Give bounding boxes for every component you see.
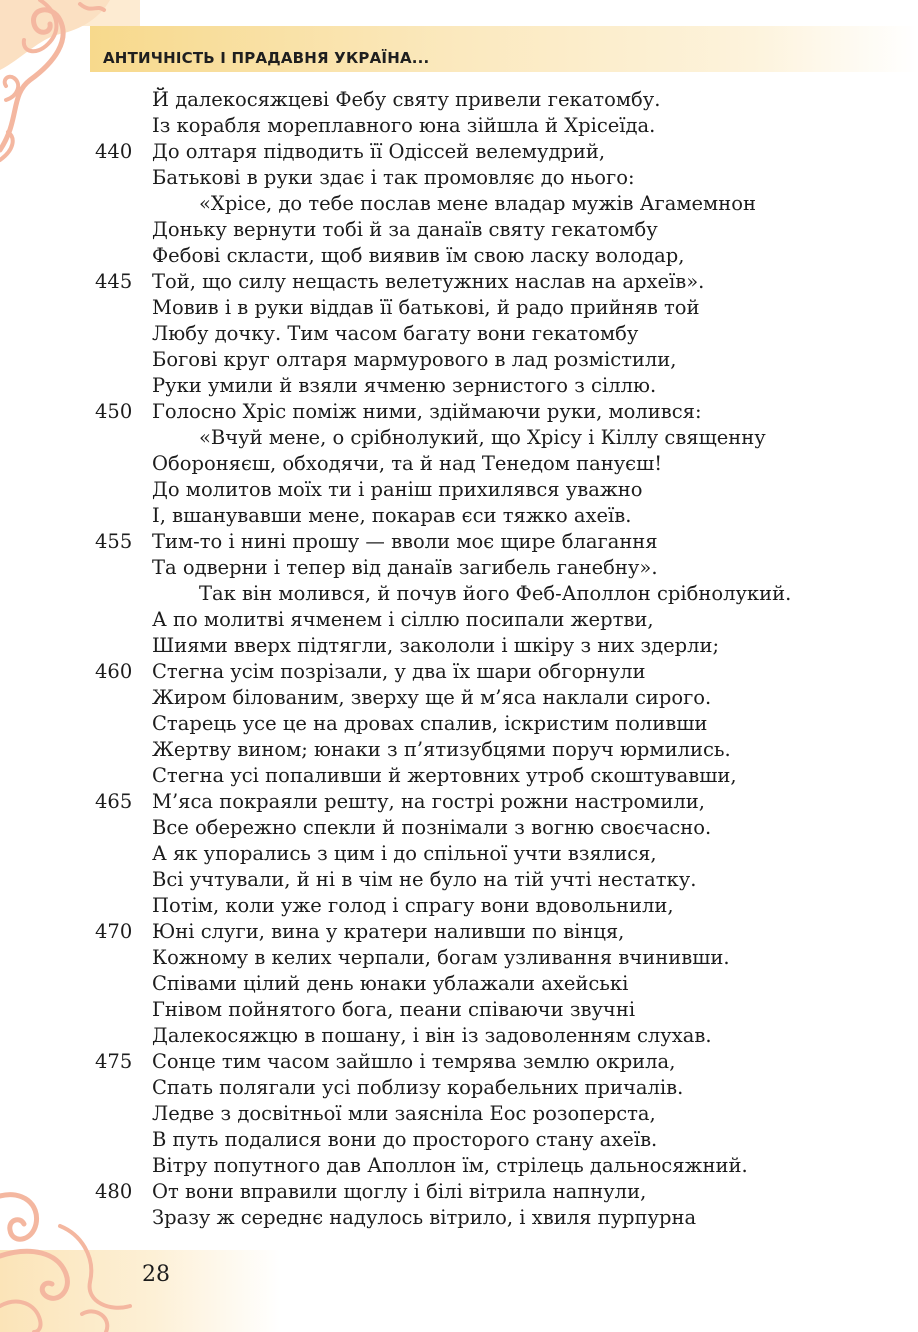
line-number: 455 xyxy=(95,530,133,553)
verse-text: Кожному в келих черпали, богам узливання вчинивши. xyxy=(152,946,730,969)
verse-line xyxy=(0,555,918,581)
verse-line xyxy=(0,1153,918,1179)
verse-line xyxy=(0,581,918,607)
verse-line xyxy=(0,1023,918,1049)
verse-line xyxy=(0,945,918,971)
verse-text: «Хрісе, до тебе послав мене владар мужів Агамемнон xyxy=(199,192,756,215)
verse-text: До молитов моїх ти і раніш прихилявся уважно xyxy=(152,478,643,501)
verse-text: Гнівом пойнятого бога, пеани співаючи звучні xyxy=(152,998,636,1021)
verse-text: От вони вправили щоглу і білі вітрила напнули, xyxy=(152,1180,647,1203)
line-number: 440 xyxy=(95,140,133,163)
verse-line xyxy=(0,503,918,529)
verse-line xyxy=(0,191,918,217)
verse-line xyxy=(0,165,918,191)
verse-text: А по молитві ячменем і сіллю посипали жертви, xyxy=(152,608,654,631)
verse-text: Богові круг олтаря мармурового в лад розмістили, xyxy=(152,348,677,371)
verse-text: Голосно Хріс поміж ними, здіймаючи руки, молився: xyxy=(152,400,702,423)
verse-text: Все обережно спекли й познімали з вогню своєчасно. xyxy=(152,816,712,839)
verse-line xyxy=(0,685,918,711)
verse-line xyxy=(0,711,918,737)
verse-text: До олтаря підводить її Одіссей велемудрий, xyxy=(152,140,606,163)
verse-text: Й далекосяжцеві Фебу святу привели гекатомбу. xyxy=(152,88,661,111)
verse-line xyxy=(0,893,918,919)
verse-line xyxy=(0,1049,918,1075)
verse-line xyxy=(0,659,918,685)
verse-text: Батькові в руки здає і так промовляє до нього: xyxy=(152,166,635,189)
verse-text: Стегна усім позрізали, у два їх шари обгорнули xyxy=(152,660,646,683)
verse-text: Потім, коли уже голод і спрагу вони вдовольнили, xyxy=(152,894,674,917)
verse-line xyxy=(0,399,918,425)
verse-text: Руки умили й взяли ячменю зернистого з сіллю. xyxy=(152,374,657,397)
verse-text: Тим-то і нині прошу — вволи моє щире благання xyxy=(152,530,658,553)
line-number: 465 xyxy=(95,790,133,813)
verse-line xyxy=(0,997,918,1023)
verse-text: Так він молився, й почув його Феб-Аполлон срібнолукий. xyxy=(199,582,792,605)
verse-text: Обороняєш, обходячи, та й над Тенедом пануєш! xyxy=(152,452,663,475)
verse-text: Співами цілий день юнаки ублажали ахейські xyxy=(152,972,629,995)
verse-text: Той, що силу нещасть велетужних наслав на археїв». xyxy=(152,270,705,293)
verse-text: М’яса покраяли решту, на гострі рожни настромили, xyxy=(152,790,705,813)
verse-line xyxy=(0,243,918,269)
verse-line xyxy=(0,737,918,763)
verse-text: І, вшанувавши мене, покарав єси тяжко ахеїв. xyxy=(152,504,632,527)
verse-text: Шиями вверх підтягли, закололи і шкіру з них здерли; xyxy=(152,634,720,657)
line-number: 460 xyxy=(95,660,133,683)
verse-line xyxy=(0,477,918,503)
verse-text: В путь подалися вони до просторого стану ахеїв. xyxy=(152,1128,658,1151)
verse-text: Спать полягали усі поблизу корабельних причалів. xyxy=(152,1076,684,1099)
line-number: 470 xyxy=(95,920,133,943)
running-header-title: АНТИЧНІСТЬ І ПРАДАВНЯ УКРАЇНА... xyxy=(103,49,430,67)
poem-text xyxy=(0,87,918,1231)
verse-line xyxy=(0,1179,918,1205)
verse-line xyxy=(0,139,918,165)
verse-text: Всі учтували, й ні в чім не було на тій учті нестатку. xyxy=(152,868,697,891)
verse-line xyxy=(0,1101,918,1127)
verse-line xyxy=(0,867,918,893)
verse-line xyxy=(0,607,918,633)
line-number: 445 xyxy=(95,270,133,293)
verse-text: Мовив і в руки віддав її батькові, й радо прийняв той xyxy=(152,296,700,319)
verse-line xyxy=(0,451,918,477)
verse-text: Далекосяжцю в пошану, і він із задоволенням слухав. xyxy=(152,1024,712,1047)
verse-line xyxy=(0,87,918,113)
line-number: 475 xyxy=(95,1050,133,1073)
verse-text: Стегна усі попаливши й жертовних утроб скоштувавши, xyxy=(152,764,737,787)
verse-text: «Вчуй мене, о срібнолукий, що Хрісу і Кіллу священну xyxy=(199,426,766,449)
verse-text: Ледве з досвітньої мли заясніла Еос розоперста, xyxy=(152,1102,656,1125)
page-number: 28 xyxy=(142,1262,170,1287)
verse-line xyxy=(0,425,918,451)
verse-line xyxy=(0,217,918,243)
verse-line xyxy=(0,919,918,945)
verse-text: Старець усе це на дровах спалив, іскристим поливши xyxy=(152,712,708,735)
verse-text: Юні слуги, вина у кратери наливши по вінця, xyxy=(152,920,625,943)
verse-line xyxy=(0,347,918,373)
line-number: 480 xyxy=(95,1180,133,1203)
verse-text: Фебові скласти, щоб виявив їм свою ласку володар, xyxy=(152,244,685,267)
verse-text: Вітру попутного дав Аполлон їм, стрілець дальносяжний. xyxy=(152,1154,748,1177)
verse-line xyxy=(0,529,918,555)
verse-text: Сонце тим часом зайшло і темрява землю окрила, xyxy=(152,1050,676,1073)
verse-line xyxy=(0,321,918,347)
verse-line xyxy=(0,841,918,867)
verse-line xyxy=(0,295,918,321)
verse-text: Із корабля мореплавного юна зійшла й Хрісеїда. xyxy=(152,114,656,137)
verse-line xyxy=(0,1205,918,1231)
verse-line xyxy=(0,1127,918,1153)
verse-text: А як упорались з цим і до спільної учти взялися, xyxy=(152,842,657,865)
verse-line xyxy=(0,269,918,295)
verse-text: Любу дочку. Тим часом багату вони гекатомбу xyxy=(152,322,639,345)
line-number: 450 xyxy=(95,400,133,423)
verse-line xyxy=(0,815,918,841)
verse-line xyxy=(0,633,918,659)
verse-line xyxy=(0,971,918,997)
verse-text: Зразу ж середнє надулось вітрило, і хвиля пурпурна xyxy=(152,1206,697,1229)
verse-line xyxy=(0,1075,918,1101)
verse-text: Та одверни і тепер від данаїв загибель ганебну». xyxy=(152,556,658,579)
verse-text: Жертву вином; юнаки з п’ятизубцями поруч юрмились. xyxy=(152,738,731,761)
verse-line xyxy=(0,789,918,815)
verse-line xyxy=(0,373,918,399)
verse-text: Жиром білованим, зверху ще й м’яса наклали сирого. xyxy=(152,686,712,709)
verse-line xyxy=(0,113,918,139)
verse-text: Доньку вернути тобі й за данаїв святу гекатомбу xyxy=(152,218,658,241)
verse-line xyxy=(0,763,918,789)
